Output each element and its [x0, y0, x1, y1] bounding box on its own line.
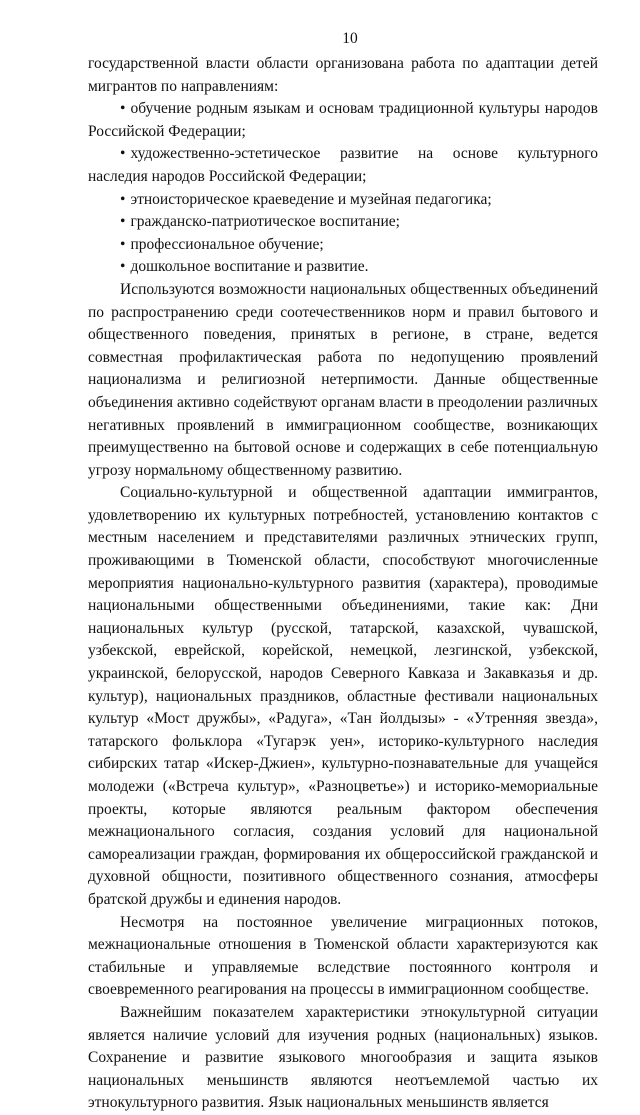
bullet-dot-icon: •: [120, 100, 126, 118]
body-paragraph: государственной власти области организована работа по адаптации детей мигрантов по направлениям:: [88, 55, 598, 95]
bullet-item: [88, 234, 598, 257]
bullet-item: [88, 211, 598, 234]
bullet-item: [88, 98, 598, 143]
bullet-text: гражданско-патриотическое воспитание;: [130, 213, 400, 231]
bullet-text: дошкольное воспитание и развитие.: [130, 258, 369, 276]
body-paragraph: Важнейшим показателем характеристики этнокультурной ситуации является наличие условий для изучения родных (национальных) языков. Сохранение и развитие языкового многообразия и защита языков национальных меньшинств являются неотъемлемой частью их этнокультурного развития. Язык национальных меньшинств является: [88, 1003, 598, 1112]
bullet-item: [88, 256, 598, 279]
bullet-dot-icon: •: [120, 235, 126, 253]
bullet-dot-icon: •: [120, 145, 126, 163]
bullet-dot-icon: •: [120, 258, 126, 276]
bullet-item: [88, 143, 598, 188]
bullet-item: [88, 189, 598, 212]
bullet-text: обучение родным языкам и основам традиционной культуры народов Российской Федерации;: [88, 100, 598, 140]
bullet-dot-icon: •: [120, 213, 126, 231]
bullet-text: профессиональное обучение;: [130, 235, 324, 253]
bullet-text: художественно-эстетическое развитие на основе культурного наследия народов Российской Федерации;: [88, 145, 598, 185]
body-paragraph: Несмотря на постоянное увеличение миграционных потоков, межнациональные отношения в Тюменской области характеризуются как стабильные и управляемые вследствие постоянного контроля и своевременного реагирования на процессы в иммиграционном сообществе.: [88, 913, 598, 999]
document-body: [88, 53, 598, 1115]
page-number: 10: [342, 30, 358, 47]
bullet-dot-icon: •: [120, 190, 126, 208]
body-paragraph: Используются возможности национальных общественных объединений по распространению среди соотечественников норм и правил бытового и общественного поведения, принятых в регионе, в стране, ведется совместная профилактическая работа по недопущению проявлений национализма и религиозной нетерпимости. Данные общественные объединения активно содействуют органам власти в преодолении различных негативных проявлений в иммиграционном сообществе, возникающих преимущественно на бытовой основе и содержащих в себе потенциальную угрозу нормальному общественному развитию.: [88, 280, 598, 479]
bullet-text: этноисторическое краеведение и музейная педагогика;: [130, 190, 492, 208]
body-paragraph: Социально-культурной и общественной адаптации иммигрантов, удовлетворению их культурных потребностей, установлению контактов с местным населением и представителями различных этнических групп, проживающими в Тюменской области, способствуют многочисленные мероприятия национально-культурного развития (характера), проводимые национальными общественными объединениями, такие как: Дни национальных культур (русской, татарской, казахской, чувашской, узбекской, еврейской, корейской, немецкой, лезгинской, узбекской, украинской, белорусской, народов Северного Кавказа и Закавказья и др. культур), национальных праздников, областные фестивали национальных культур «Мост дружбы», «Радуга», «Тан йолдызы» - «Утренняя звезда», татарского фольклора «Тугарэк уен», историко-культурного наследия сибирских татар «Искер-Джиен», культурно-познавательные для учащейся молодежи («Встреча культур», «Разноцветье») и историко-мемориальные проекты, которые являются реальным фактором обеспечения межнационального согласия, создания условий для национальной самореализации граждан, формирования их общероссийской гражданской и духовной общности, позитивного общественного сознания, атмосферы братской дружбы и единения народов.: [88, 484, 598, 908]
